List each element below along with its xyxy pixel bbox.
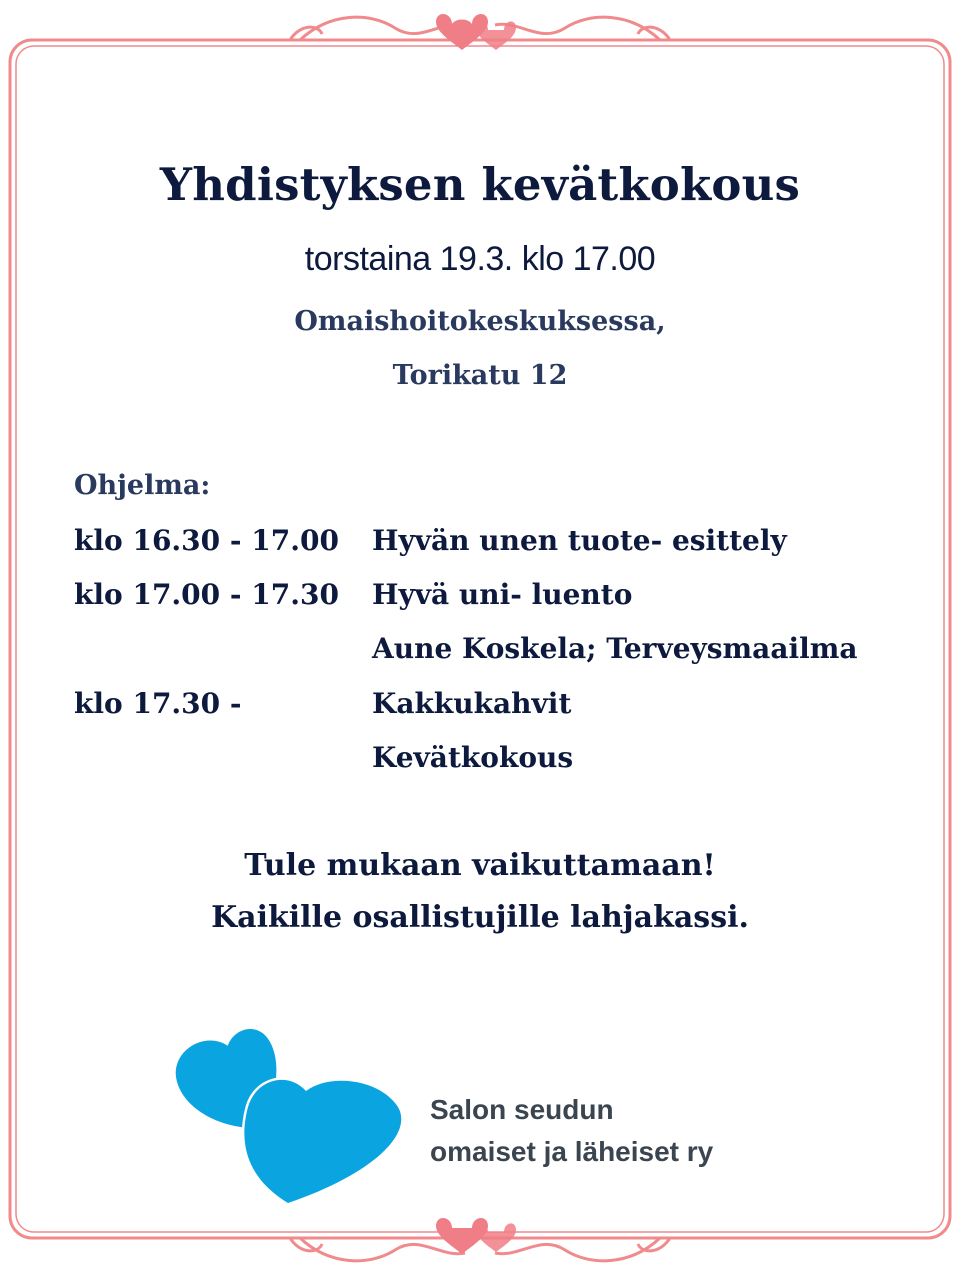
closing-gift-note: Kaikille osallistujille lahjakassi. bbox=[211, 900, 749, 935]
program-text: Hyvän unen tuote- esittely bbox=[372, 524, 787, 557]
program-text: Aune Koskela; Terveysmaailma bbox=[372, 632, 858, 665]
logo-name-line1: Salon seudun bbox=[430, 1094, 614, 1125]
closing-invitation: Tule mukaan vaikuttamaan! bbox=[244, 848, 716, 883]
program-text: Kakkukahvit bbox=[372, 687, 572, 720]
bottom-hearts-icon bbox=[436, 1218, 516, 1254]
top-hearts-icon bbox=[436, 14, 516, 50]
event-place: Omaishoitokeskuksessa, bbox=[294, 306, 666, 337]
event-date: torstaina 19.3. klo 17.00 bbox=[304, 240, 656, 278]
program-label: Ohjelma: bbox=[74, 470, 211, 501]
two-hearts-icon bbox=[170, 1025, 420, 1215]
program-text: Hyvä uni- luento bbox=[372, 578, 633, 611]
page-title: Yhdistyksen kevätkokous bbox=[159, 158, 801, 211]
program-time: klo 16.30 - 17.00 bbox=[74, 524, 339, 557]
program-time: klo 17.00 - 17.30 bbox=[74, 578, 339, 611]
event-street: Torikatu 12 bbox=[392, 360, 568, 391]
logo-name-line2: omaiset ja läheiset ry bbox=[430, 1136, 714, 1167]
program-text: Kevätkokous bbox=[372, 741, 574, 774]
program-time: klo 17.30 - bbox=[74, 687, 242, 720]
